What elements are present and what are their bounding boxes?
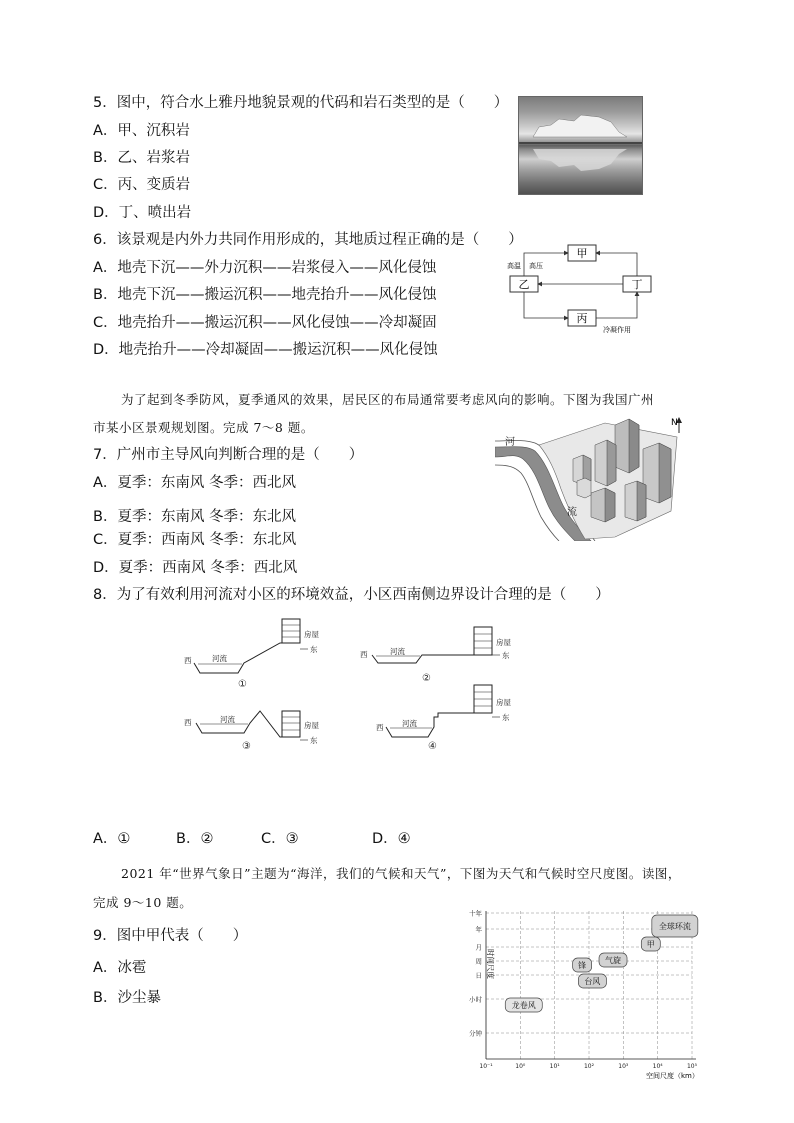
section2-river: 河流 [390,647,405,656]
q6-option-a: A．地壳下沉——外力沉积——岩浆侵入——风化侵蚀 [93,260,437,276]
q5-option-d: D．丁、喷出岩 [93,205,192,221]
river-label-1: 河 [505,437,515,448]
y-tick-label: 十年 [469,909,482,918]
section3-river: 河流 [220,715,235,724]
section4-label: ④ [428,741,437,752]
label-jia: 甲 [576,247,588,260]
weather-climate-scale-chart [446,903,706,1081]
point-label: 甲 [646,940,655,949]
section2-east: 东 [502,651,510,660]
y-tick-label: 年 [475,925,482,934]
q7-stem: 7．广州市主导风向判断合理的是（ ） [93,447,364,463]
y-tick-label: 小时 [469,995,482,1004]
x-tick-label: 10⁴ [652,1063,663,1070]
yardang-landscape-photo [518,96,643,195]
intro-7-8-line1: 为了起到冬季防风，夏季通风的效果，居民区的布局通常要考虑风向的影响。下图为我国广州 [121,392,655,407]
section4-east: 东 [502,713,510,722]
y-tick-label: 周 [475,957,482,966]
q8-option-b: B．② [176,831,214,847]
point-label: 锋 [578,961,587,970]
q6-option-c: C．地壳抬升——搬运沉积——风化侵蚀——冷却凝固 [93,315,437,331]
section1-east: 东 [310,645,318,654]
community-plan-map [495,415,687,541]
label-high-temp: 高温 [507,262,521,270]
section1-label: ① [238,679,247,690]
section3-west: 西 [184,718,192,727]
q8-stem: 8．为了有效利用河流对小区的环境效益，小区西南侧边界设计合理的是（ ） [93,587,610,603]
section2-house: 房屋 [496,638,511,647]
section2-west: 西 [360,650,368,659]
point-label: 龙卷风 [511,1001,536,1010]
q8-option-d: D．④ [372,831,411,847]
label-high-pressure: 高压 [529,262,543,270]
q6-stem: 6．该景观是内外力共同作用形成的，其地质过程正确的是（ ） [93,232,523,248]
y-tick-label: 日 [475,971,482,980]
q5-stem: 5．图中，符合水上雅丹地貌景观的代码和岩石类型的是（ ） [93,95,509,111]
label-yi: 乙 [518,278,530,291]
intro-7-8-line2: 市某小区景观规划图。完成 7～8 题。 [93,420,314,435]
x-tick-label: 10⁵ [686,1063,698,1070]
q5-option-b: B．乙、岩浆岩 [93,150,190,166]
rock-cycle-diagram [505,242,655,334]
point-label: 全球环流 [658,922,691,931]
intro-9-10-line1: 2021 年“世界气象日”主题为“海洋，我们的气候和天气”，下图为天气和气候时空尺度图。读图， [121,866,681,881]
y-tick-label: 分钟 [469,1029,482,1038]
section3-label: ③ [242,741,251,752]
x-tick-label: 10⁰ [515,1063,526,1070]
section3-house: 房屋 [304,721,319,730]
x-tick-label: 10¹ [549,1063,560,1070]
section3-east: 东 [310,736,318,745]
section4-house: 房屋 [496,698,511,707]
point-label: 台风 [584,977,601,986]
q7-option-b: B．夏季：东南风 冬季：东北风 [93,509,297,525]
y-tick-label: 月 [475,943,482,952]
q8-option-a: A．① [93,831,131,847]
label-bing: 丙 [576,312,588,325]
section4-west: 西 [376,723,384,732]
section1-river: 河流 [212,654,227,663]
label-ding: 丁 [631,278,643,291]
q5-option-a: A．甲、沉积岩 [93,123,190,139]
q8-option-c: C．③ [261,831,299,847]
x-tick-label: 10² [583,1063,595,1070]
q5-option-c: C．丙、变质岩 [93,177,191,193]
river-section-diagrams [180,615,520,755]
x-axis-title: 空间尺度（km） [646,1072,699,1080]
q9-option-a: A．冰雹 [93,960,147,976]
label-cooling: 冷凝作用 [603,326,631,334]
q9-stem: 9．图中甲代表（ ） [93,928,248,944]
y-axis-title: 时间尺度 [486,949,495,979]
section1-house: 房屋 [304,630,319,639]
q6-option-b: B．地壳下沉——搬运沉积——地壳抬升——风化侵蚀 [93,287,437,303]
river-label-2: 流 [567,507,577,518]
section2-label: ② [422,673,431,684]
x-tick-label: 10⁻¹ [479,1063,493,1070]
intro-9-10-line2: 完成 9～10 题。 [93,895,193,910]
section1-west: 西 [184,656,192,665]
section4-river: 河流 [402,719,417,728]
north-label: N [671,418,678,428]
q9-option-b: B．沙尘暴 [93,990,161,1006]
q6-option-d: D．地壳抬升——冷却凝固——搬运沉积——风化侵蚀 [93,342,438,358]
q7-option-a: A．夏季：东南风 冬季：西北风 [93,475,297,491]
x-tick-label: 10³ [618,1063,629,1070]
q7-option-c: C．夏季：西南风 冬季：东北风 [93,532,297,548]
point-label: 气旋 [605,956,622,965]
q7-option-d: D．夏季：西南风 冬季：西北风 [93,560,298,576]
